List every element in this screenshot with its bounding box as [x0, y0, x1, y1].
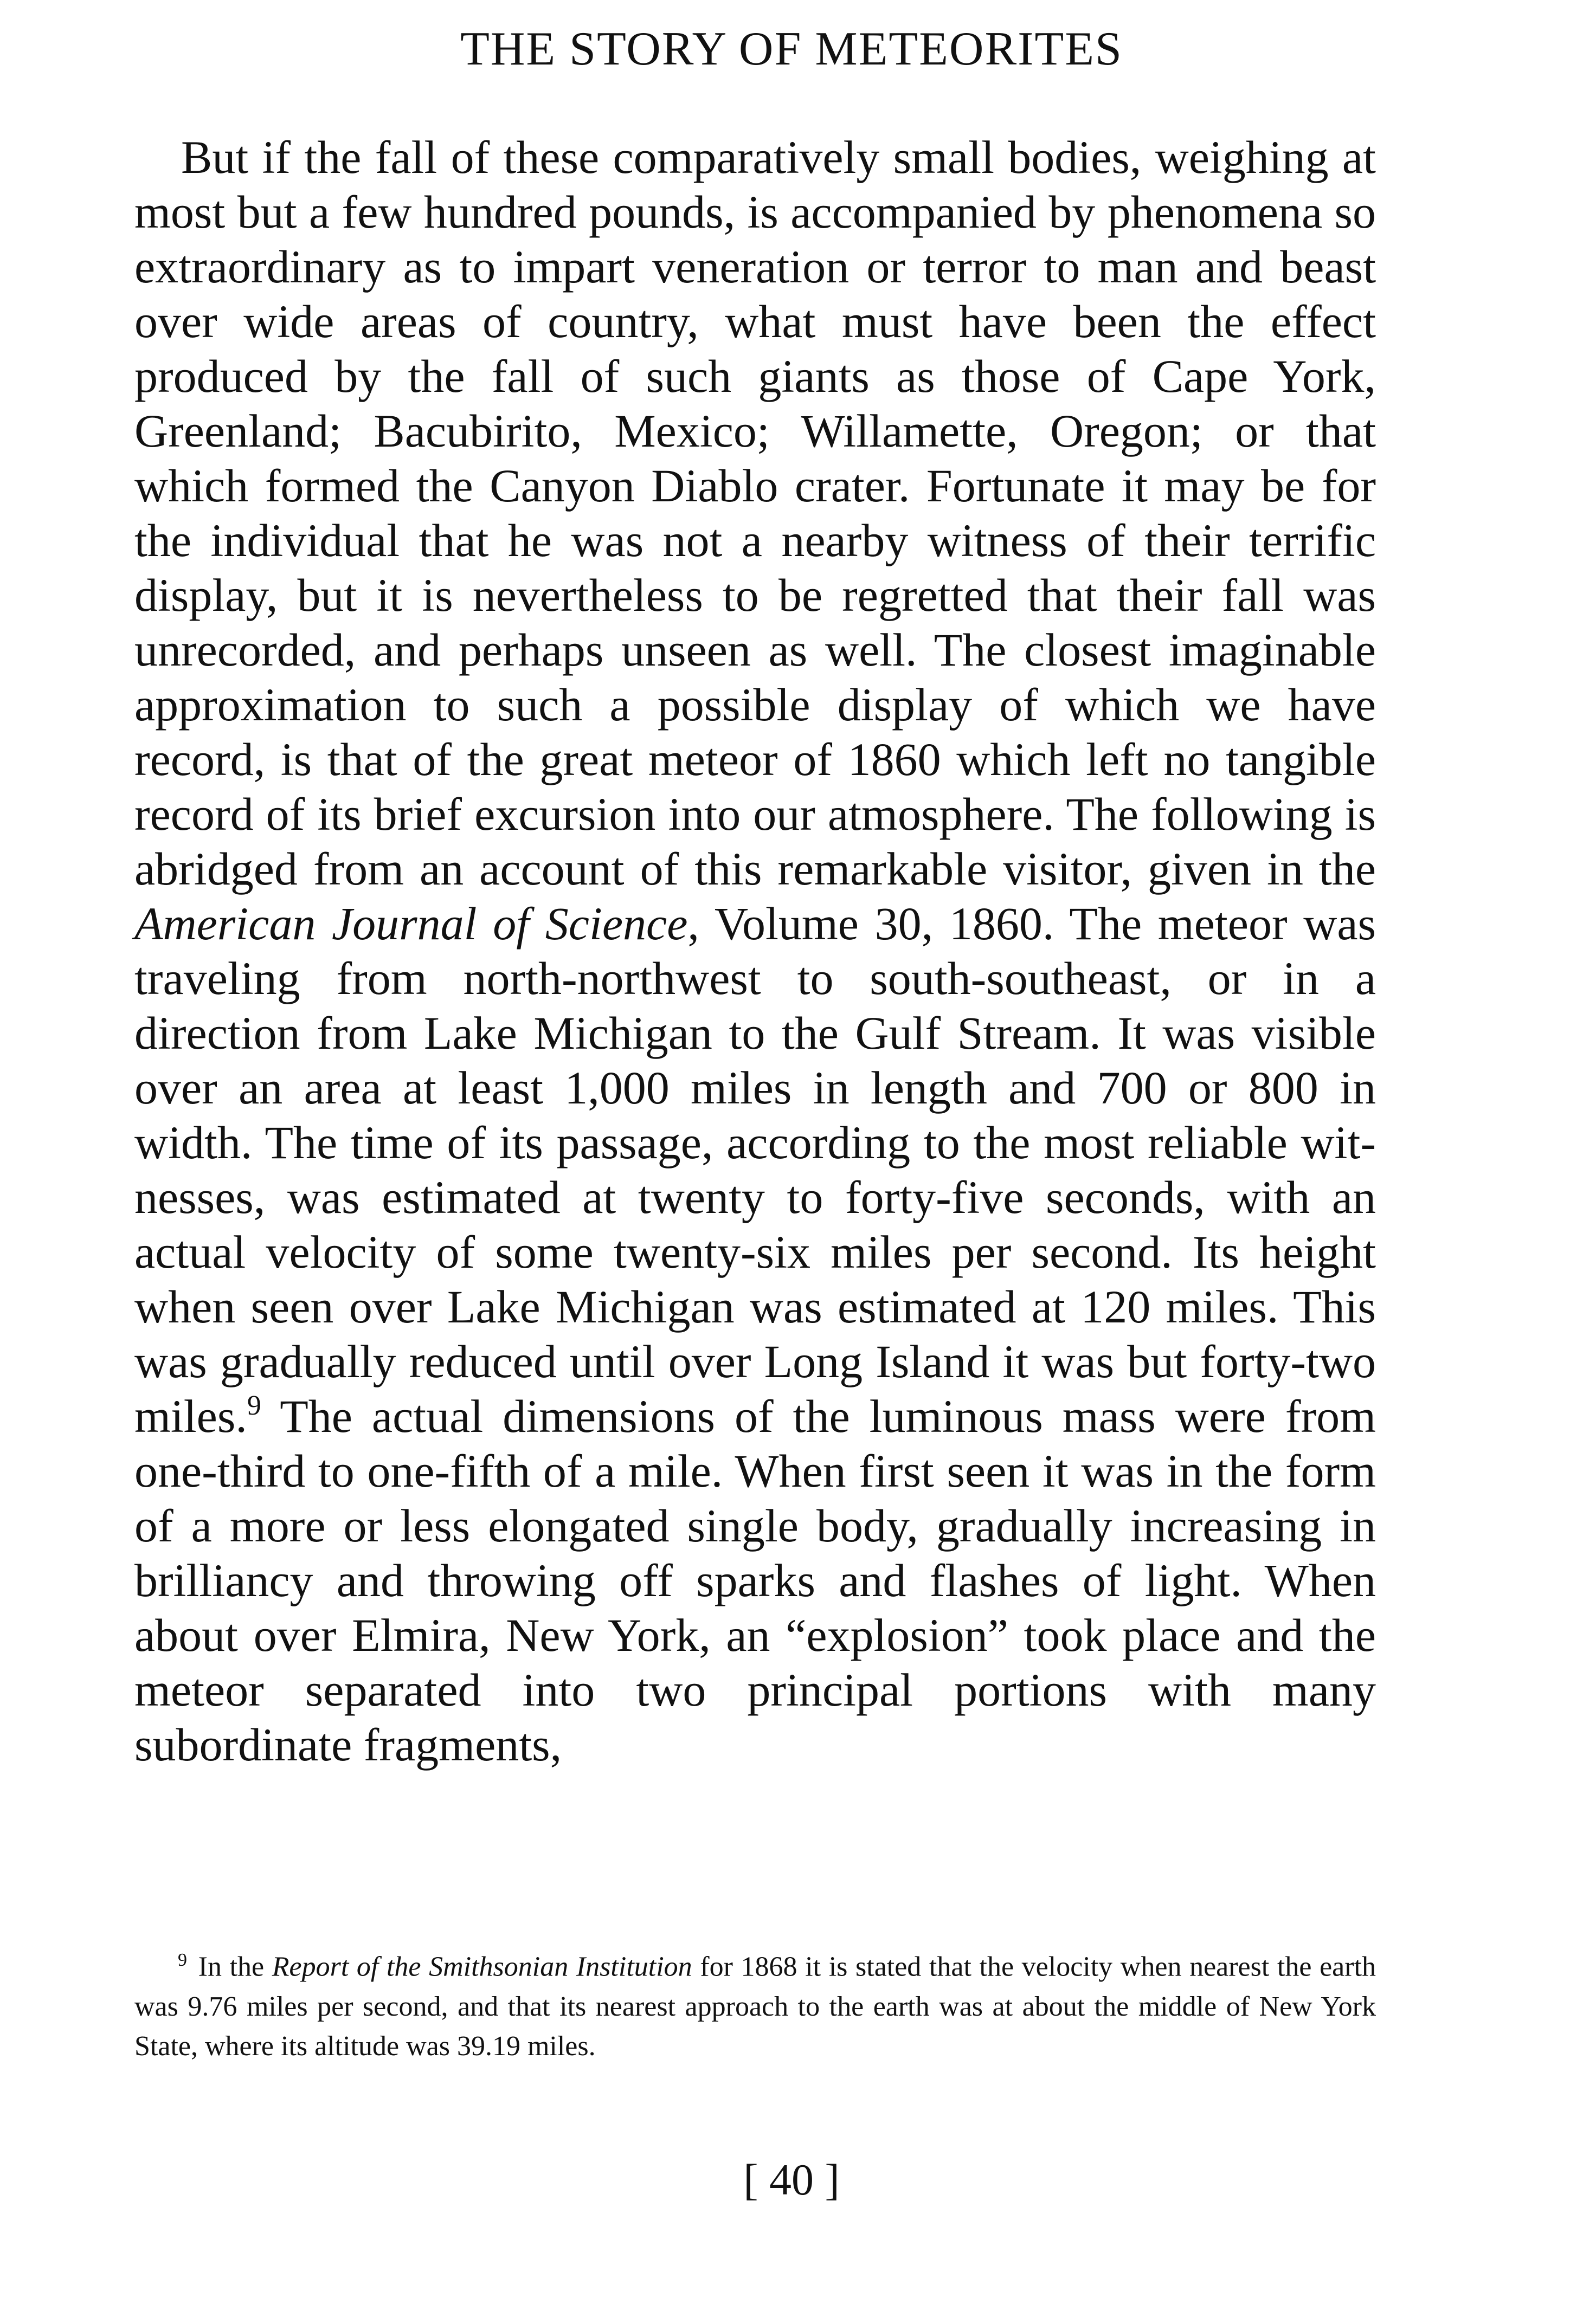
- footnote-text-part-2: for 1868 it is stated that the velocity when nearest the earth was 9.76 miles per second, and that its nearest approach to the earth was at about the middle of New York State, where its altitude was 39.19 miles.: [134, 1951, 1376, 2062]
- journal-title: American Journal of Science: [134, 898, 688, 950]
- body-text-part-3: The actual dimensions of the luminous mass were from one-third to one-fifth of a mile. When first seen it was in the form of a more or less elongated single body, gradually increasing in brilliancy and throwing off sparks and flashes of light. When about over Elmira, New York, an “explosion” took place and the meteor separated into two principal portions with many subordinate fragments,: [134, 1390, 1376, 1771]
- footnote: [134, 1940, 1376, 2066]
- body-text-part-2: , Volume 30, 1860. The meteor was traveling from north-northwest to south-southeast, or in a direction from Lake Michigan to the Gulf Stream. It was visible over an area at least 1,000 miles in length and 700 or 800 in width. The time of its passage, according to the most reliable witnesses, was estimated at twenty to forty-five seconds, with an actual velocity of some twenty-six miles per second. Its height when seen over Lake Michigan was estimated at 120 miles. This was gradually reduced until over Long Island it was but forty-two miles.: [134, 898, 1376, 1442]
- report-title: Report of the Smithsonian Institution: [272, 1951, 692, 1983]
- page-number: [ 40 ]: [743, 2155, 840, 2204]
- footnote-text-part-1: In the: [190, 1951, 272, 1983]
- footnote-mark: 9: [178, 1950, 187, 1970]
- body-text-part-1: But if the fall of these comparatively small bodies, weighing at most but a few hundred pounds, is accompanied by phenomena so extraordinary as to impart veneration or terror to man and beast over wide areas of country, what must have been the effect produced by the fall of such giants as those of Cape York, Greenland; Bacubirito, Mexico; Willamette, Oregon; or that which formed the Canyon Diablo crater. Fortunate it may be for the individual that he was not a nearby witness of their terrific display, but it is nevertheless to be regretted that their fall was unrecorded, and perhaps unseen as well. The closest imaginable approximation to such a possible display of which we have record, is that of the great meteor of 1860 which left no tangible record of its brief excursion into our atmosphere. The following is abridged from an account of this remarkable visitor, given in the: [134, 131, 1376, 895]
- footnote-reference: 9: [247, 1390, 261, 1421]
- body-paragraph: [134, 130, 1376, 1772]
- running-head: THE STORY OF METEORITES: [460, 23, 1123, 75]
